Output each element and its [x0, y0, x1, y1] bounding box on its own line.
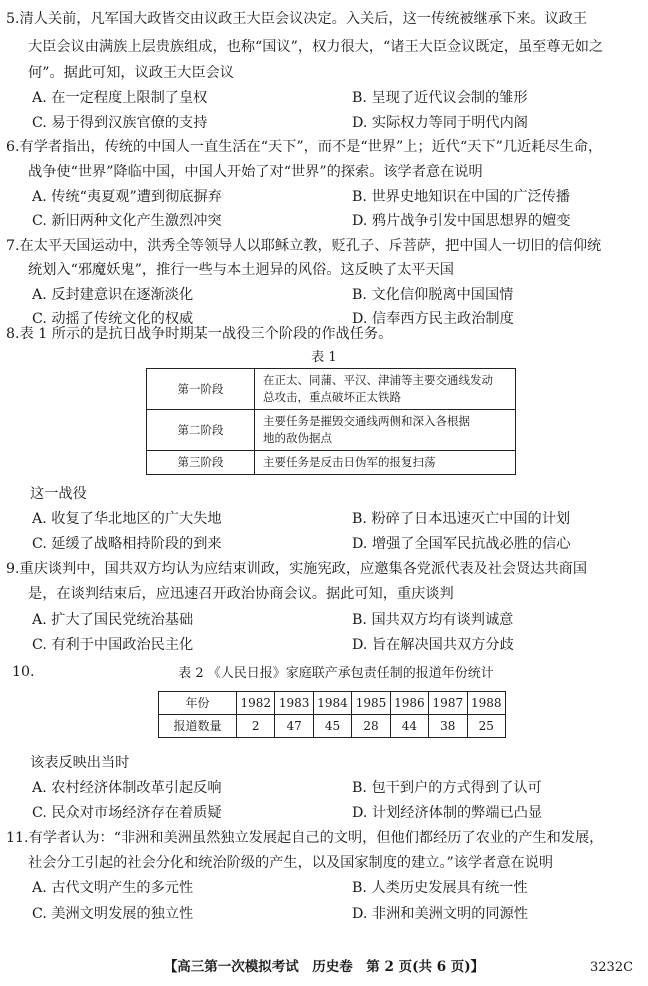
q9-option-a: A. 扩大了国民党统治基础: [32, 612, 194, 628]
table-2-count-cell: 25: [467, 715, 505, 738]
table-2-count-cell: 47: [275, 715, 313, 738]
q9-option-b: B. 国共双方均有谈判诚意: [352, 612, 514, 628]
table-1-task-line: 总攻击，重点破坏正太铁路: [263, 390, 401, 404]
q5-stem-line-2: 大臣会议由满族上层贵族组成，也称“国议”，权力很大，“诸王大臣佥议既定，虽至尊无如之: [28, 39, 604, 55]
table-row: [147, 369, 516, 410]
q11-option-b: B. 人类历史发展具有统一性: [352, 880, 528, 896]
q10-follow: 该表反映出当时: [30, 755, 130, 771]
q8-stem: 8.表 1 所示的是抗日战争时期某一战役三个阶段的作战任务。: [6, 326, 393, 342]
table-2-count-cell: 38: [429, 715, 467, 738]
q6-option-b: B. 世界史地知识在中国的广泛传播: [352, 189, 571, 205]
table-1-task-cell: [255, 451, 516, 475]
q11-option-d: D. 非洲和美洲文明的同源性: [352, 906, 528, 922]
q11-option-a: A. 古代文明产生的多元性: [32, 880, 194, 896]
table-2-year-cell: 1985: [352, 692, 390, 715]
q7-stem-line-2: 统划入“邪魔妖鬼”，推行一些与本土迥异的风俗。这反映了太平天国: [28, 262, 454, 278]
q6-option-d: D. 鸦片战争引发中国思想界的嬗变: [352, 213, 571, 229]
q7-option-a: A. 反封建意识在逐渐淡化: [32, 287, 194, 303]
q9-option-c: C. 有利于中国政治民主化: [32, 637, 194, 653]
q6-stem-line-1: 6.有学者指出，传统的中国人一直生活在“天下”，而不是“世界”上；近代“天下”几近耗尽生命，: [6, 139, 603, 155]
table-2-count-cell: 2: [237, 715, 275, 738]
q5-option-d: D. 实际权力等同于明代内阁: [352, 115, 528, 131]
q6-option-a: A. 传统“夷夏观”遭到彻底摒弃: [32, 189, 222, 205]
q5-stem-line-1: 5.清人关前，凡军国大政皆交由议政王大臣会议决定。入关后，这一传统被继承下来。议政王: [6, 11, 588, 27]
table-2-year-cell: 1983: [275, 692, 313, 715]
table-2-year-cell: 1982: [237, 692, 275, 715]
q6-stem-line-2: 战争使“世界”降临中国，中国人开始了对“世界”的探索。该学者意在说明: [28, 164, 483, 180]
q8-option-b: B. 粉碎了日本迅速灭亡中国的计划: [352, 511, 571, 527]
q10-option-c: C. 民众对市场经济存在着质疑: [32, 805, 222, 821]
table-1-task-line: 在正太、同蒲、平汉、津浦等主要交通线发动: [263, 373, 493, 387]
table-1-task-line: 主要任务是摧毁交通线两侧和深入各根据: [263, 414, 470, 428]
table-2-year-cell: 1988: [467, 692, 505, 715]
table-row: [159, 715, 506, 738]
table-1-task-line: 主要任务是反击日伪军的报复扫荡: [263, 455, 436, 469]
q10-number: 10.: [12, 664, 35, 680]
q11-option-c: C. 美洲文明发展的独立性: [32, 906, 194, 922]
table-2-row-label: 报道数量: [159, 715, 237, 738]
table-1-task-line: 地的敌伪据点: [263, 431, 332, 445]
q5-option-b: B. 呈现了近代议会制的雏形: [352, 90, 528, 106]
q11-stem-line-2: 社会分工引起的社会分化和统治阶级的产生，以及国家制度的建立。”该学者意在说明: [28, 855, 554, 871]
q10-option-b: B. 包干到户的方式得到了认可: [352, 780, 542, 796]
table-1-caption: 表 1: [311, 350, 337, 365]
q10-option-a: A. 农村经济体制改革引起反响: [32, 780, 222, 796]
table-1-stage-cell: 第二阶段: [147, 410, 255, 451]
q8-option-c: C. 延缓了战略相持阶段的到来: [32, 536, 222, 552]
table-row: [147, 451, 516, 475]
table-2-count-cell: 28: [352, 715, 390, 738]
table-row: [159, 692, 506, 715]
paper-code: 3232C: [590, 960, 634, 975]
q7-option-b: B. 文化信仰脱离中国国情: [352, 287, 514, 303]
table-2-row-label: 年份: [159, 692, 237, 715]
table-1-stage-cell: 第一阶段: [147, 369, 255, 410]
table-2-caption: 表 2 《人民日报》家庭联产承包责任制的报道年份统计: [178, 666, 494, 681]
q10-option-d: D. 计划经济体制的弊端已凸显: [352, 805, 543, 821]
q5-option-c: C. 易于得到汉族官僚的支持: [32, 115, 208, 131]
table-2-year-cell: 1987: [429, 692, 467, 715]
q8-option-d: D. 增强了全国军民抗战必胜的信心: [352, 536, 571, 552]
table-2-year-cell: 1984: [313, 692, 351, 715]
q7-option-c: C. 动摇了传统文化的权威: [32, 311, 194, 327]
q9-option-d: D. 旨在解决国共双方分歧: [352, 637, 514, 653]
table-1-task-cell: [255, 369, 516, 410]
q9-stem-line-2: 是，在谈判结束后，应迅速召开政治协商会议。据此可知，重庆谈判: [28, 586, 454, 602]
q5-stem-line-3: 何”。据此可知，议政王大臣会议: [28, 65, 234, 81]
q7-option-d: D. 信奉西方民主政治制度: [352, 311, 514, 327]
table-2-count-cell: 45: [313, 715, 351, 738]
q9-stem-line-1: 9.重庆谈判中，国共双方均认为应结束训政，实施宪政，应邀集各党派代表及社会贤达共商国: [6, 561, 588, 577]
q5-option-a: A. 在一定程度上限制了皇权: [32, 90, 208, 106]
table-2: [158, 691, 506, 738]
q8-follow: 这一战役: [30, 486, 87, 502]
q11-stem-line-1: 11.有学者认为：“非洲和美洲虽然独立发展起自己的文明，但他们都经历了农业的产生和发展，: [6, 830, 604, 846]
table-row: [147, 410, 516, 451]
q6-option-c: C. 新旧两种文化产生激烈冲突: [32, 213, 222, 229]
table-2-count-cell: 44: [390, 715, 428, 738]
page-footer: 【高三第一次模拟考试 历史卷 第 2 页(共 6 页)】: [163, 959, 485, 975]
table-1-stage-cell: 第三阶段: [147, 451, 255, 475]
q7-stem-line-1: 7.在太平天国运动中，洪秀全等领导人以耶稣立教，贬孔子、斥菩萨，把中国人一切旧的信仰统: [6, 238, 602, 254]
q8-option-a: A. 收复了华北地区的广大失地: [32, 511, 222, 527]
table-2-year-cell: 1986: [390, 692, 428, 715]
table-1: [146, 368, 516, 475]
table-1-task-cell: [255, 410, 516, 451]
